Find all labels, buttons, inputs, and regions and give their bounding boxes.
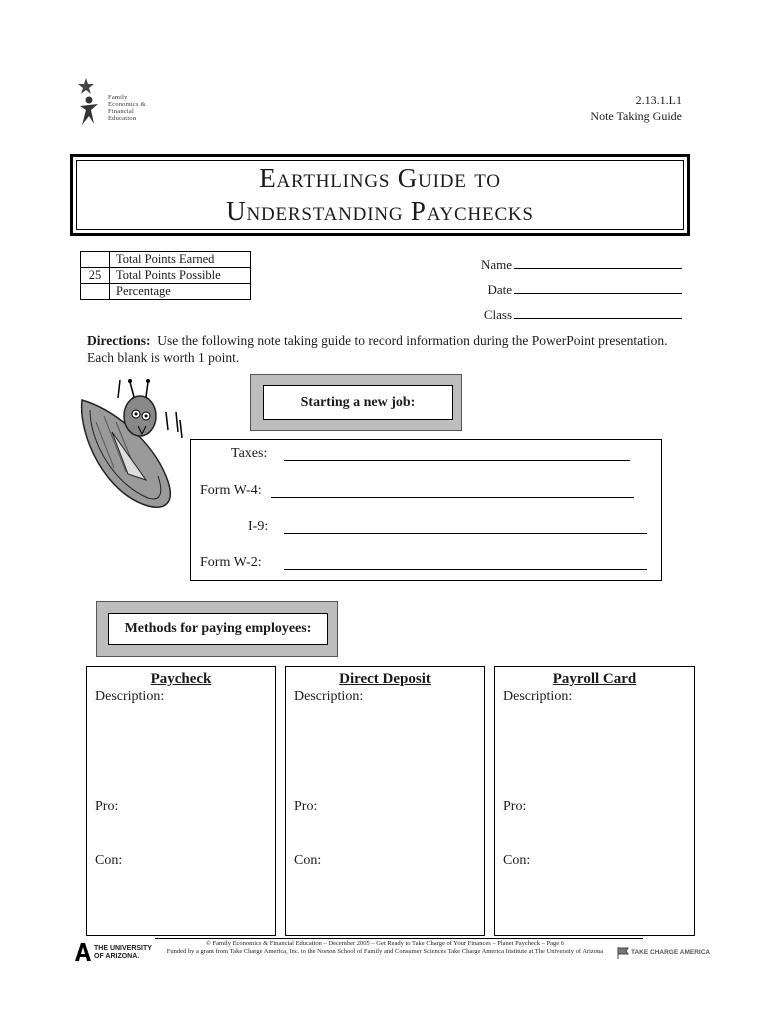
take-charge-logo bbox=[616, 946, 711, 962]
form-w4-label: Form W-4: bbox=[200, 483, 262, 498]
class-blank[interactable] bbox=[514, 306, 682, 319]
page-title-line-1: Earthlings Guide to bbox=[259, 163, 501, 193]
footer-divider bbox=[155, 938, 643, 939]
table-row bbox=[81, 284, 251, 300]
methods-heading-box bbox=[96, 601, 338, 657]
description-label: Description: bbox=[503, 689, 573, 704]
description-label: Description: bbox=[294, 689, 364, 704]
page-title-line-2: Understanding Paychecks bbox=[226, 196, 534, 226]
form-w2-blank[interactable] bbox=[284, 569, 647, 570]
taxes-blank[interactable] bbox=[284, 460, 630, 461]
new-job-heading-box bbox=[250, 374, 462, 431]
title-box bbox=[70, 154, 690, 236]
doc-code-block bbox=[590, 92, 682, 124]
new-job-box bbox=[190, 439, 662, 581]
points-value: 25 bbox=[81, 268, 110, 284]
logo-line: Economics & bbox=[108, 101, 146, 108]
i9-label: I-9: bbox=[248, 519, 269, 534]
logo-line: Family bbox=[108, 94, 128, 101]
directions-label: Directions: bbox=[87, 333, 151, 348]
i9-blank[interactable] bbox=[284, 533, 647, 534]
date-blank[interactable] bbox=[514, 281, 682, 294]
name-blank[interactable] bbox=[514, 256, 682, 269]
paycheck-column bbox=[86, 666, 276, 936]
con-label: Con: bbox=[95, 853, 123, 868]
class-field[interactable] bbox=[484, 306, 682, 323]
pro-label: Pro: bbox=[503, 799, 527, 814]
class-label: Class bbox=[483, 307, 512, 322]
table-row bbox=[81, 268, 251, 284]
name-label: Name bbox=[480, 257, 512, 272]
payroll-card-column bbox=[494, 666, 695, 936]
date-field[interactable] bbox=[487, 281, 682, 298]
points-table bbox=[80, 251, 251, 300]
university-name: THE UNIVERSITY OF ARIZONA. bbox=[94, 945, 152, 960]
new-job-heading: Starting a new job: bbox=[263, 385, 453, 420]
take-charge-name: TAKE CHARGE AMERICA bbox=[631, 949, 711, 956]
con-label: Con: bbox=[294, 853, 322, 868]
table-row bbox=[81, 252, 251, 268]
form-w4-blank[interactable] bbox=[271, 497, 634, 498]
footer-line-1: © Family Economics & Financial Education – December 2005 – Get Ready to Take Charge of Your Finances – Planet Paycheck – Page 6 bbox=[205, 940, 565, 947]
methods-heading: Methods for paying employees: bbox=[108, 613, 328, 645]
university-logo bbox=[74, 942, 154, 964]
name-field[interactable] bbox=[481, 256, 682, 273]
directions-text: Use the following note taking guide to record information during the PowerPoint presentation. Each blank is worth 1 point. bbox=[87, 333, 668, 365]
flag-icon bbox=[616, 946, 630, 960]
points-label: Percentage bbox=[110, 284, 251, 300]
column-title: Payroll Card bbox=[552, 671, 637, 687]
arizona-a-icon bbox=[74, 942, 92, 962]
pro-label: Pro: bbox=[95, 799, 119, 814]
footer-text bbox=[155, 940, 615, 956]
points-value[interactable] bbox=[81, 252, 110, 268]
fefe-logo bbox=[72, 76, 162, 128]
logo-line: Financial bbox=[108, 108, 134, 115]
doc-code: 2.13.1.L1 bbox=[635, 93, 682, 107]
alien-spaceship-icon bbox=[76, 376, 188, 510]
alien-spaceship-illustration bbox=[76, 376, 188, 510]
footer-line-2: Funded by a grant from Take Charge America, Inc. to the Norton School of Family and Consumer Sciences Take Charge America Institute at The University of Arizona bbox=[166, 948, 604, 955]
date-label: Date bbox=[487, 282, 512, 297]
description-label: Description: bbox=[95, 689, 165, 704]
column-title: Direct Deposit bbox=[339, 671, 431, 687]
taxes-label: Taxes: bbox=[231, 446, 268, 461]
star-person-icon bbox=[72, 76, 108, 128]
column-title: Paycheck bbox=[150, 671, 212, 687]
points-label: Total Points Earned bbox=[110, 252, 251, 268]
form-w2-label: Form W-2: bbox=[200, 555, 262, 570]
direct-deposit-column bbox=[285, 666, 485, 936]
con-label: Con: bbox=[503, 853, 531, 868]
logo-line: Education bbox=[108, 115, 137, 122]
points-value[interactable] bbox=[81, 284, 110, 300]
doc-type: Note Taking Guide bbox=[590, 109, 682, 123]
directions bbox=[87, 332, 687, 366]
points-label: Total Points Possible bbox=[110, 268, 251, 284]
pro-label: Pro: bbox=[294, 799, 318, 814]
